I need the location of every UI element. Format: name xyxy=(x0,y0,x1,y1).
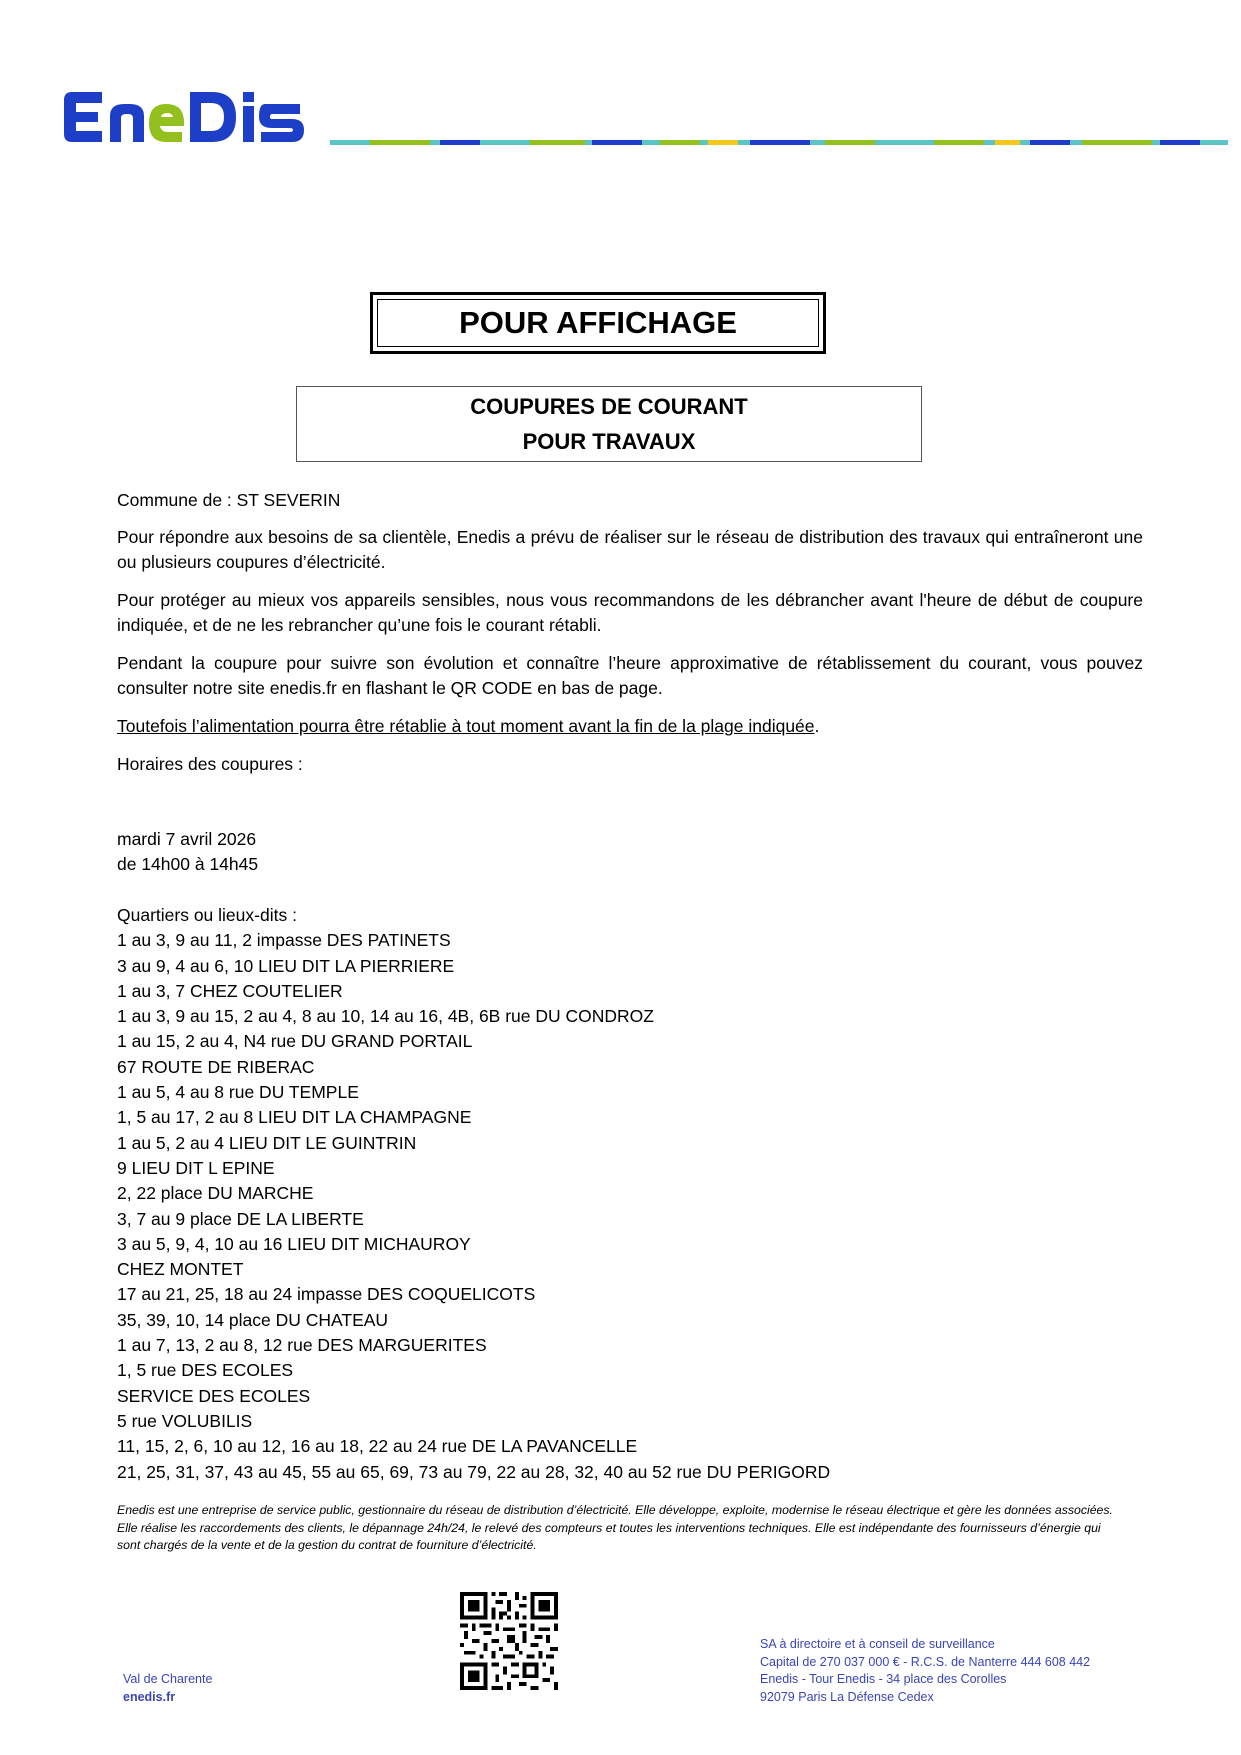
pour-affichage-box xyxy=(370,292,826,354)
list-item: 67 ROUTE DE RIBERAC xyxy=(117,1056,315,1077)
list-item: 1 au 7, 13, 2 au 8, 12 rue DES MARGUERITES xyxy=(117,1335,487,1356)
list-item: CHEZ MONTET xyxy=(117,1259,244,1280)
qr-code-icon[interactable] xyxy=(460,1592,558,1690)
restoration-notice-end: . xyxy=(814,716,820,736)
restoration-notice-underlined: Toutefois l’alimentation pourra être rétablie à tout moment avant la fin de la plage indiquée xyxy=(117,716,815,736)
appliances-paragraph: Pour protéger au mieux vos appareils sensibles, nous vous recommandons de les débrancher avant l'heure de début de coupure indiquée, et de ne les rebrancher qu’une fois le courant rétabli. xyxy=(117,590,1143,635)
list-item: 5 rue VOLUBILIS xyxy=(117,1410,253,1431)
coupures-title-line1: COUPURES DE COURANT xyxy=(470,394,748,419)
footer-legal-line4: 92079 Paris La Défense Cedex xyxy=(760,1690,934,1705)
enedis-logo xyxy=(60,86,322,148)
footer-right xyxy=(760,1636,1090,1707)
footer-legal-line3: Enedis - Tour Enedis - 34 place des Corolles xyxy=(760,1672,1007,1687)
list-item: 3 au 9, 4 au 6, 10 LIEU DIT LA PIERRIERE xyxy=(117,955,455,976)
list-item: 11, 15, 2, 6, 10 au 12, 16 au 18, 22 au 24 rue DE LA PAVANCELLE xyxy=(117,1436,638,1457)
list-item: 2, 22 place DU MARCHE xyxy=(117,1183,314,1204)
coupures-title-line2: POUR TRAVAUX xyxy=(522,429,696,454)
list-item: 1 au 3, 9 au 11, 2 impasse DES PATINETS xyxy=(117,930,451,951)
coupures-title-box xyxy=(296,386,922,462)
intro-paragraph: Pour répondre aux besoins de sa clientèle, Enedis a prévu de réaliser sur le réseau de distribution des travaux qui entraîneront une ou plusieurs coupures d’électricité. xyxy=(117,527,1143,572)
footer-region: Val de Charente xyxy=(123,1672,213,1686)
list-item: 1 au 3, 9 au 15, 2 au 4, 8 au 10, 14 au 16, 4B, 6B rue DU CONDROZ xyxy=(117,1006,654,1027)
commune-line: Commune de : ST SEVERIN xyxy=(117,490,341,510)
footer-legal-line2: Capital de 270 037 000 € - R.C.S. de Nanterre 444 608 442 xyxy=(760,1654,1091,1669)
enedis-disclaimer: Enedis est une entreprise de service public, gestionnaire du réseau de distribution d’électricité. Elle développe, exploite, modernise le réseau électrique et gère les données associées. Elle réalise les raccordements des clients, le dépannage 24h/24, le relevé des compteurs et toutes les interventions techniques. Elle est indépendante des fournisseurs d’énergie qui sont chargés de la vente et de la gestion du contrat de fourniture d’électricité. xyxy=(117,1503,1113,1552)
outage-time: de 14h00 à 14h45 xyxy=(117,854,259,874)
locations-list xyxy=(117,903,830,1485)
qr-info-paragraph: Pendant la coupure pour suivre son évolution et connaître l’heure approximative de rétablissement du courant, vous pouvez consulter notre site enedis.fr en flashant le QR CODE en bas de page. xyxy=(117,653,1143,698)
list-item: 1 au 5, 4 au 8 rue DU TEMPLE xyxy=(117,1082,359,1103)
list-item: 35, 39, 10, 14 place DU CHATEAU xyxy=(117,1309,389,1330)
list-item: 1, 5 rue DES ECOLES xyxy=(117,1360,294,1381)
footer-website-link[interactable]: enedis.fr xyxy=(123,1689,176,1704)
footer-left xyxy=(123,1671,212,1706)
list-item: 3 au 5, 9, 4, 10 au 16 LIEU DIT MICHAUROY xyxy=(117,1233,471,1254)
list-item: 1, 5 au 17, 2 au 8 LIEU DIT LA CHAMPAGNE xyxy=(117,1107,472,1128)
outage-date: mardi 7 avril 2026 xyxy=(117,829,257,849)
locations-label: Quartiers ou lieux-dits : xyxy=(117,905,297,925)
header-color-stripe xyxy=(330,140,1228,145)
list-item: 1 au 3, 7 CHEZ COUTELIER xyxy=(117,980,343,1001)
pour-affichage-title: POUR AFFICHAGE xyxy=(377,299,819,347)
list-item: 9 LIEU DIT L EPINE xyxy=(117,1157,275,1178)
list-item: 21, 25, 31, 37, 43 au 45, 55 au 65, 69, 73 au 79, 22 au 28, 32, 40 au 52 rue DU PERIGORD xyxy=(117,1461,831,1482)
list-item: 1 au 15, 2 au 4, N4 rue DU GRAND PORTAIL xyxy=(117,1031,473,1052)
list-item: SERVICE DES ECOLES xyxy=(117,1385,311,1406)
footer-legal-line1: SA à directoire et à conseil de surveillance xyxy=(760,1637,995,1651)
horaires-label: Horaires des coupures : xyxy=(117,754,303,774)
restoration-notice xyxy=(117,714,1143,739)
list-item: 17 au 21, 25, 18 au 24 impasse DES COQUELICOTS xyxy=(117,1284,536,1305)
list-item: 3, 7 au 9 place DE LA LIBERTE xyxy=(117,1208,364,1229)
list-item: 1 au 5, 2 au 4 LIEU DIT LE GUINTRIN xyxy=(117,1132,417,1153)
